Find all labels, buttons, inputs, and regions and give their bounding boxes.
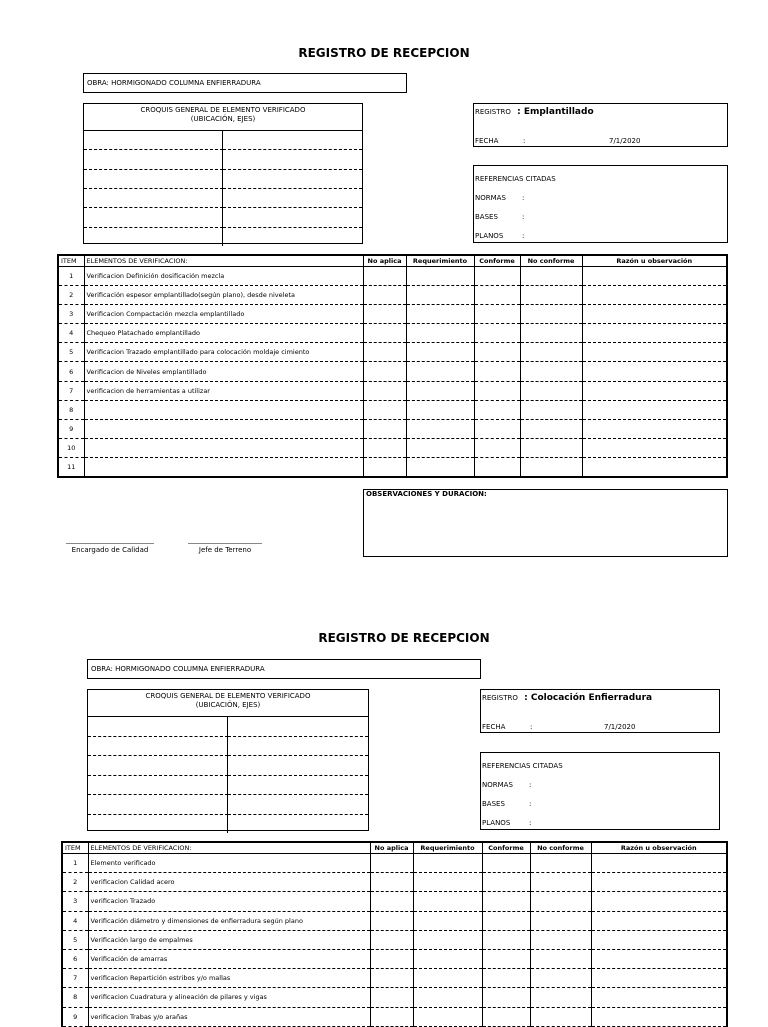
- requerimiento-cell: [406, 343, 474, 362]
- header-no-conforme: No conforme: [520, 255, 582, 267]
- obra-label: OBRA: HORMIGONADO COLUMNA ENFIERRADURA: [87, 79, 261, 87]
- registro-box: [473, 103, 728, 147]
- table-row: [58, 362, 727, 381]
- elemento-cell: Verificacion Compactación mezcla emplantillado: [84, 305, 363, 324]
- item-cell: 6: [62, 949, 88, 968]
- item-cell: 9: [62, 1007, 88, 1026]
- observaciones-box: [363, 489, 728, 557]
- ref-planos: [475, 232, 525, 240]
- elemento-cell: [84, 400, 363, 419]
- no-aplica-cell: [363, 362, 406, 381]
- no-conforme-cell: [530, 969, 591, 988]
- no-aplica-cell: [363, 324, 406, 343]
- conforme-cell: [474, 324, 520, 343]
- verification-table: [61, 841, 728, 1027]
- croquis-title: CROQUIS GENERAL DE ELEMENTO VERIFICADO: [140, 106, 306, 114]
- requerimiento-cell: [406, 324, 474, 343]
- registro-label: REGISTRO: [475, 108, 511, 116]
- elemento-cell: verificacion Calidad acero: [88, 873, 370, 892]
- razon-cell: [591, 911, 727, 930]
- item-cell: 10: [58, 438, 84, 457]
- elemento-cell: verificacion de herramientas a utilizar: [84, 381, 363, 400]
- signature-calidad: Encargado de Calidad: [71, 546, 149, 554]
- croquis-box: [87, 689, 369, 831]
- no-aplica-cell: [363, 286, 406, 305]
- item-cell: 8: [62, 988, 88, 1007]
- no-conforme-cell: [520, 400, 582, 419]
- requerimiento-cell: [406, 362, 474, 381]
- requerimiento-cell: [406, 286, 474, 305]
- header-no-aplica: No aplica: [363, 255, 406, 267]
- item-cell: 8: [58, 400, 84, 419]
- elemento-cell: Verificacion Trazado emplantillado para colocación moldaje cimiento: [84, 343, 363, 362]
- item-cell: 4: [58, 324, 84, 343]
- requerimiento-cell: [406, 457, 474, 476]
- form-title: REGISTRO DE RECEPCION: [318, 631, 490, 645]
- razon-cell: [582, 419, 727, 438]
- header-no-aplica: No aplica: [370, 842, 413, 854]
- table-row: [58, 343, 727, 362]
- table-row: [58, 267, 727, 286]
- no-aplica-cell: [370, 911, 413, 930]
- registro-value: : Emplantillado: [517, 107, 594, 117]
- elemento-cell: verificacion Cuadratura y alineación de pilares y vigas: [88, 988, 370, 1007]
- no-aplica-cell: [363, 305, 406, 324]
- elemento-cell: Verificación largo de empalmes: [88, 930, 370, 949]
- elemento-cell: [84, 457, 363, 476]
- conforme-cell: [482, 969, 530, 988]
- no-conforme-cell: [520, 286, 582, 305]
- croquis-subtitle: (UBICACIÓN, EJES): [195, 701, 261, 709]
- requerimiento-cell: [406, 305, 474, 324]
- item-cell: 7: [58, 381, 84, 400]
- no-aplica-cell: [370, 854, 413, 873]
- requerimiento-cell: [406, 419, 474, 438]
- item-cell: 4: [62, 911, 88, 930]
- table-row: [62, 854, 727, 873]
- razon-cell: [591, 969, 727, 988]
- conforme-cell: [482, 930, 530, 949]
- conforme-cell: [482, 911, 530, 930]
- ref-label: NORMAS: [475, 194, 506, 202]
- razon-cell: [591, 1007, 727, 1026]
- table-row: [62, 911, 727, 930]
- razon-cell: [582, 362, 727, 381]
- razon-cell: [591, 930, 727, 949]
- elemento-cell: Verificación de amarras: [88, 949, 370, 968]
- elemento-cell: Verificacion de Niveles emplantillado: [84, 362, 363, 381]
- table-row: [62, 930, 727, 949]
- table-row: [62, 988, 727, 1007]
- header-elementos: ELEMENTOS DE VERIFICACION:: [88, 842, 370, 854]
- fecha-value: 7/1/2020: [604, 723, 636, 731]
- no-conforme-cell: [520, 419, 582, 438]
- item-cell: 1: [58, 267, 84, 286]
- no-conforme-cell: [530, 930, 591, 949]
- item-cell: 9: [58, 419, 84, 438]
- header-conforme: Conforme: [474, 255, 520, 267]
- no-aplica-cell: [363, 438, 406, 457]
- no-aplica-cell: [363, 343, 406, 362]
- requerimiento-cell: [413, 988, 482, 1007]
- conforme-cell: [482, 988, 530, 1007]
- ref-sep: :: [522, 213, 525, 221]
- razon-cell: [591, 949, 727, 968]
- item-cell: 7: [62, 969, 88, 988]
- no-conforme-cell: [520, 457, 582, 476]
- table-row: [58, 419, 727, 438]
- table-row: [58, 457, 727, 476]
- razon-cell: [582, 324, 727, 343]
- razon-cell: [591, 892, 727, 911]
- table-row: [58, 286, 727, 305]
- item-cell: 2: [62, 873, 88, 892]
- elemento-cell: [84, 419, 363, 438]
- requerimiento-cell: [406, 381, 474, 400]
- referencias-box: [480, 752, 720, 830]
- no-aplica-cell: [370, 892, 413, 911]
- conforme-cell: [482, 892, 530, 911]
- razon-cell: [591, 854, 727, 873]
- no-conforme-cell: [520, 438, 582, 457]
- no-conforme-cell: [530, 1007, 591, 1026]
- razon-cell: [582, 343, 727, 362]
- table-row: [62, 1007, 727, 1026]
- conforme-cell: [482, 1007, 530, 1026]
- no-conforme-cell: [520, 267, 582, 286]
- header-item: ITEM: [58, 255, 84, 267]
- header-requerimiento: Requerimiento: [413, 842, 482, 854]
- fecha-sep: :: [530, 723, 533, 731]
- fecha-sep: :: [523, 137, 526, 145]
- item-cell: 3: [62, 892, 88, 911]
- table-row: [58, 438, 727, 457]
- requerimiento-cell: [413, 1007, 482, 1026]
- no-conforme-cell: [520, 362, 582, 381]
- obra-label: OBRA: HORMIGONADO COLUMNA ENFIERRADURA: [91, 665, 265, 673]
- elemento-cell: verificacion Repartición estribos y/o mallas: [88, 969, 370, 988]
- croquis-title: CROQUIS GENERAL DE ELEMENTO VERIFICADO: [145, 692, 311, 700]
- elemento-cell: Chequeo Platachado emplantillado: [84, 324, 363, 343]
- fecha-row: [482, 723, 718, 731]
- requerimiento-cell: [413, 854, 482, 873]
- ref-sep: :: [522, 194, 525, 202]
- ref-label: NORMAS: [482, 781, 513, 789]
- razon-cell: [582, 267, 727, 286]
- croquis-header: [84, 104, 362, 131]
- ref-label: PLANOS: [482, 819, 511, 827]
- no-conforme-cell: [520, 305, 582, 324]
- item-cell: 6: [58, 362, 84, 381]
- item-cell: 5: [58, 343, 84, 362]
- elemento-cell: Verificación espesor emplantillado(según plano), desde niveleta: [84, 286, 363, 305]
- registro-value: : Colocación Enfierradura: [524, 693, 653, 703]
- referencias-title: REFERENCIAS CITADAS: [475, 175, 556, 183]
- header-elementos: ELEMENTOS DE VERIFICACION:: [84, 255, 363, 267]
- conforme-cell: [482, 873, 530, 892]
- razon-cell: [582, 400, 727, 419]
- no-aplica-cell: [370, 873, 413, 892]
- requerimiento-cell: [413, 911, 482, 930]
- conforme-cell: [474, 343, 520, 362]
- requerimiento-cell: [413, 949, 482, 968]
- elemento-cell: [84, 438, 363, 457]
- no-conforme-cell: [530, 892, 591, 911]
- croquis-grid: [84, 131, 362, 246]
- item-cell: 5: [62, 930, 88, 949]
- referencias-box: [473, 165, 728, 243]
- razon-cell: [591, 873, 727, 892]
- obra-field: [83, 73, 407, 93]
- conforme-cell: [474, 362, 520, 381]
- elemento-cell: verificacion Trabas y/o arañas: [88, 1007, 370, 1026]
- croquis-box: [83, 103, 363, 244]
- ref-label: BASES: [475, 213, 498, 221]
- no-conforme-cell: [530, 949, 591, 968]
- signature-line-calidad: [66, 543, 154, 544]
- croquis-subtitle: (UBICACIÓN, EJES): [190, 115, 256, 123]
- ref-bases: [482, 800, 532, 808]
- croquis-header: [88, 690, 368, 717]
- no-aplica-cell: [370, 930, 413, 949]
- razon-cell: [582, 305, 727, 324]
- header-razon: Razón u observación: [591, 842, 727, 854]
- razon-cell: [591, 988, 727, 1007]
- fecha-value: 7/1/2020: [609, 137, 641, 145]
- razon-cell: [582, 438, 727, 457]
- registro-box: [480, 689, 720, 733]
- item-cell: 1: [62, 854, 88, 873]
- requerimiento-cell: [413, 930, 482, 949]
- requerimiento-cell: [413, 969, 482, 988]
- ref-bases: [475, 213, 525, 221]
- ref-sep: :: [529, 800, 532, 808]
- table-header-row: [62, 842, 727, 854]
- no-conforme-cell: [530, 873, 591, 892]
- no-conforme-cell: [520, 343, 582, 362]
- header-razon: Razón u observación: [582, 255, 727, 267]
- razon-cell: [582, 457, 727, 476]
- requerimiento-cell: [406, 438, 474, 457]
- registro-label: REGISTRO: [482, 694, 518, 702]
- ref-normas: [475, 194, 525, 202]
- conforme-cell: [482, 854, 530, 873]
- item-cell: 2: [58, 286, 84, 305]
- ref-sep: :: [529, 781, 532, 789]
- table-row: [58, 400, 727, 419]
- conforme-cell: [482, 949, 530, 968]
- header-no-conforme: No conforme: [530, 842, 591, 854]
- conforme-cell: [474, 267, 520, 286]
- conforme-cell: [474, 457, 520, 476]
- no-aplica-cell: [363, 419, 406, 438]
- table-body: [62, 854, 727, 1027]
- requerimiento-cell: [413, 873, 482, 892]
- referencias-title: REFERENCIAS CITADAS: [482, 762, 563, 770]
- ref-label: BASES: [482, 800, 505, 808]
- no-conforme-cell: [530, 911, 591, 930]
- ref-normas: [482, 781, 532, 789]
- elemento-cell: verificacion Trazado: [88, 892, 370, 911]
- no-aplica-cell: [370, 949, 413, 968]
- table-body: [58, 267, 727, 477]
- no-conforme-cell: [520, 381, 582, 400]
- elemento-cell: Verificación diámetro y dimensiones de enfierradura según plano: [88, 911, 370, 930]
- fecha-label: FECHA: [475, 137, 499, 145]
- fecha-label: FECHA: [482, 723, 506, 731]
- form-title: REGISTRO DE RECEPCION: [298, 46, 470, 60]
- conforme-cell: [474, 286, 520, 305]
- item-cell: 11: [58, 457, 84, 476]
- no-aplica-cell: [363, 381, 406, 400]
- observaciones-label: OBSERVACIONES Y DURACION:: [366, 490, 487, 498]
- registro-row: [475, 107, 594, 117]
- no-aplica-cell: [363, 400, 406, 419]
- no-aplica-cell: [370, 1007, 413, 1026]
- ref-planos: [482, 819, 532, 827]
- requerimiento-cell: [413, 892, 482, 911]
- conforme-cell: [474, 400, 520, 419]
- table-row: [62, 969, 727, 988]
- croquis-grid: [88, 717, 368, 833]
- razon-cell: [582, 381, 727, 400]
- conforme-cell: [474, 305, 520, 324]
- conforme-cell: [474, 419, 520, 438]
- header-requerimiento: Requerimiento: [406, 255, 474, 267]
- header-item: ITEM: [62, 842, 88, 854]
- razon-cell: [582, 286, 727, 305]
- no-aplica-cell: [363, 457, 406, 476]
- requerimiento-cell: [406, 267, 474, 286]
- registro-row: [482, 693, 652, 703]
- no-conforme-cell: [520, 324, 582, 343]
- no-aplica-cell: [363, 267, 406, 286]
- conforme-cell: [474, 381, 520, 400]
- table-row: [62, 892, 727, 911]
- no-aplica-cell: [370, 988, 413, 1007]
- ref-label: PLANOS: [475, 232, 504, 240]
- table-row: [62, 949, 727, 968]
- obra-field: [87, 659, 481, 679]
- signature-terreno: Jefe de Terreno: [198, 546, 252, 554]
- no-conforme-cell: [530, 854, 591, 873]
- signature-line-terreno: [188, 543, 262, 544]
- requerimiento-cell: [406, 400, 474, 419]
- table-header-row: [58, 255, 727, 267]
- no-aplica-cell: [370, 969, 413, 988]
- header-conforme: Conforme: [482, 842, 530, 854]
- table-row: [58, 324, 727, 343]
- elemento-cell: Elemento verificado: [88, 854, 370, 873]
- table-row: [58, 305, 727, 324]
- verification-table: [57, 254, 728, 478]
- item-cell: 3: [58, 305, 84, 324]
- table-row: [58, 381, 727, 400]
- conforme-cell: [474, 438, 520, 457]
- ref-sep: :: [522, 232, 525, 240]
- table-row: [62, 873, 727, 892]
- fecha-row: [475, 137, 725, 145]
- ref-sep: :: [529, 819, 532, 827]
- elemento-cell: Verificacion Definición dosificación mezcla: [84, 267, 363, 286]
- no-conforme-cell: [530, 988, 591, 1007]
